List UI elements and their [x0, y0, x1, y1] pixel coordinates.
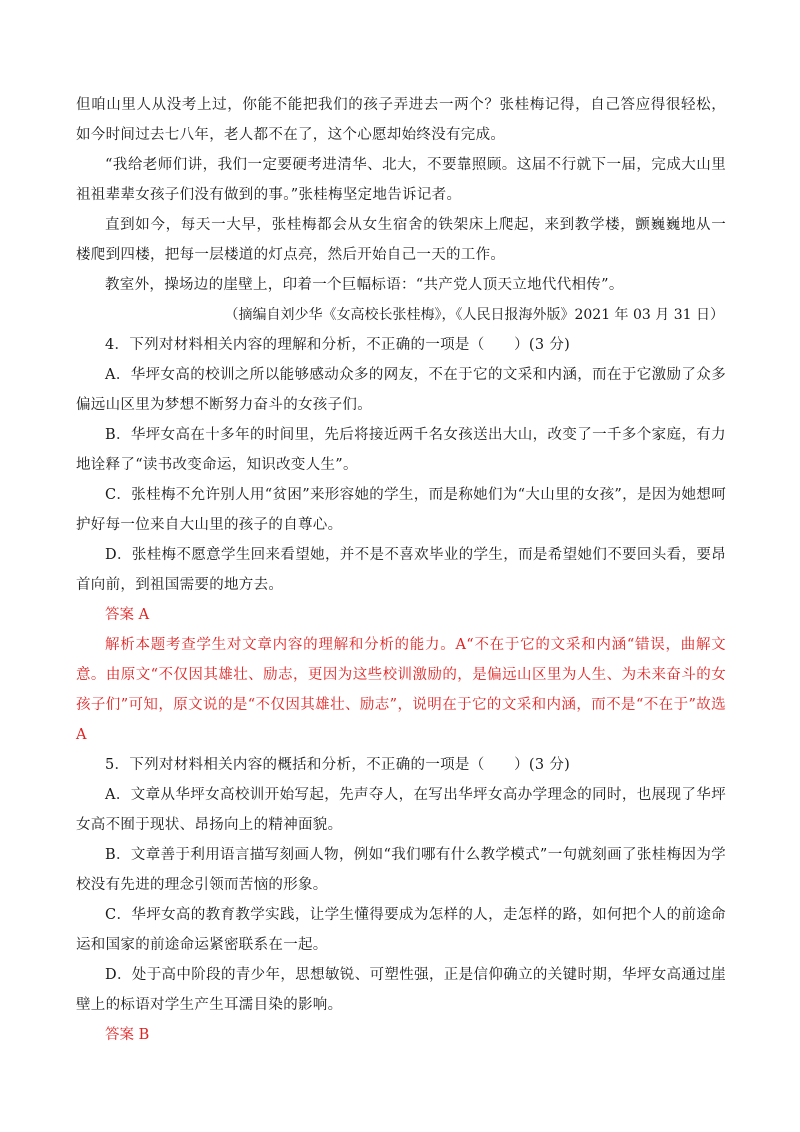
- passage-paragraph-1: 但咱山里人从没考上过，你能不能把我们的孩子弄进去一两个？张桂梅记得，自己答应得很轻松，如今时间过去七八年，老人都不在了，这个心愿却始终没有完成。: [76, 97, 726, 143]
- question-5-option-c: C．华坪女高的教育教学实践，让学生懂得要成为怎样的人，走怎样的路，如何把个人的前途命运和国家的前途命运紧密联系在一起。: [76, 907, 726, 953]
- question-4-option-d: D．张桂梅不愿意学生回来看望她，并不是不喜欢毕业的学生，而是希望她们不要回头看，要昂首向前，到祖国需要的地方去。: [76, 547, 726, 593]
- question-4-answer: 答案 A: [105, 607, 150, 623]
- question-5-option-a: A．文章从华坪女高校训开始写起，先声夺人，在写出华坪女高办学理念的同时，也展现了华坪女高不囿于现状、昂扬向上的精神面貌。: [76, 787, 726, 833]
- question-4-option-b: B．华坪女高在十多年的时间里，先后将接近两千名女孩送出大山，改变了一千多个家庭，有力地诠释了“读书改变命运，知识改变人生”。: [76, 427, 726, 473]
- question-5-stem: 5．下列对材料相关内容的概括和分析，不正确的一项是（ ）(3 分): [105, 757, 571, 773]
- passage-paragraph-4: 教室外，操场边的崖壁上，印着一个巨幅标语：“共产党人顶天立地代代相传”。: [105, 277, 624, 293]
- passage-paragraph-2: “我给老师们讲，我们一定要硬考进清华、北大，不要靠照顾。这届不行就下一届，完成大山里祖祖辈辈女孩子们没有做到的事。”张桂梅坚定地告诉记者。: [76, 157, 726, 203]
- question-4-option-c: C．张桂梅不允许别人用“贫困”来形容她的学生，而是称她们为“大山里的女孩”，是因为她想呵护好每一位来自大山里的孩子的自尊心。: [76, 487, 726, 533]
- question-5-answer: 答案 B: [105, 1027, 150, 1043]
- passage-paragraph-3: 直到如今，每天一大早，张桂梅都会从女生宿舍的铁架床上爬起，来到教学楼，颤巍巍地从一楼爬到四楼，把每一层楼道的灯点亮，然后开始自己一天的工作。: [76, 217, 726, 263]
- question-4-option-a: A．华坪女高的校训之所以能够感动众多的网友，不在于它的文采和内涵，而在于它激励了众多偏远山区里为梦想不断努力奋斗的女孩子们。: [76, 367, 726, 413]
- document-page: [76, 90, 726, 1050]
- question-4-stem: 4．下列对材料相关内容的理解和分析，不正确的一项是（ ）(3 分): [105, 337, 571, 353]
- question-5-option-b: B．文章善于利用语言描写刻画人物，例如“我们哪有什么教学模式”一句就刻画了张桂梅因为学校没有先进的理念引领而苦恼的形象。: [76, 847, 726, 893]
- question-5-option-d: D．处于高中阶段的青少年，思想敏锐、可塑性强，正是信仰确立的关键时期，华坪女高通过崖壁上的标语对学生产生耳濡目染的影响。: [76, 967, 726, 1013]
- question-4-analysis: 解析本题考查学生对文章内容的理解和分析的能力。A“不在于它的文采和内涵“错误，曲解文意。由原文“不仅因其雄壮、励志，更因为这些校训激励的，是偏远山区里为人生、为未来奋斗的女孩子们”可知，原文说的是“不仅因其雄壮、励志”，说明在于它的文采和内涵，而不是“不在于”故选 A: [76, 637, 726, 743]
- passage-source: （摘编自刘少华《女高校长张桂梅》，《人民日报海外版》2021 年 03 月 31 日）: [224, 307, 724, 323]
